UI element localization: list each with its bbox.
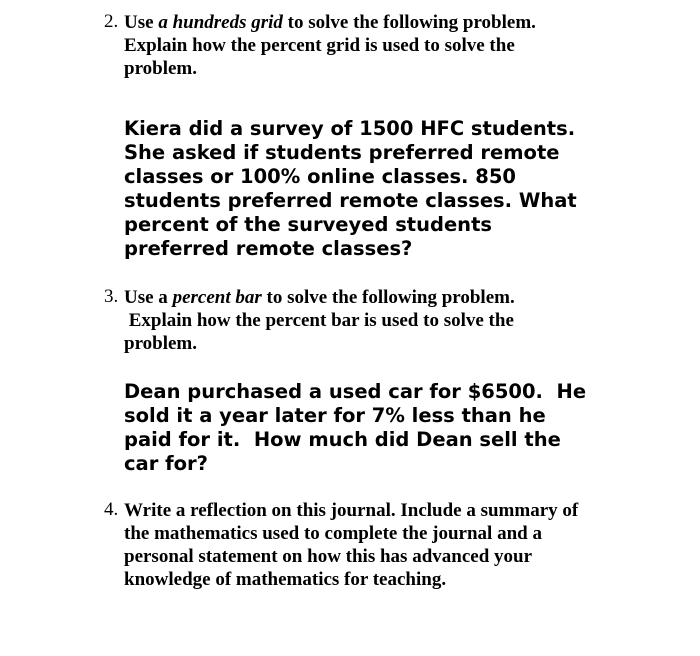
problem-line: Dean purchased a used car for $6500. He	[124, 380, 587, 403]
problem-line: classes or 100% online classes. 850	[124, 165, 516, 188]
instruction-line: problem.	[124, 58, 198, 79]
emphasis-term: a hundreds grid	[158, 12, 283, 33]
problem-line: paid for it. How much did Dean sell the	[124, 428, 561, 451]
instruction-line: Explain how the percent grid is used to solve the	[124, 35, 515, 56]
problem-line: car for?	[124, 452, 208, 475]
question-number: 3.	[104, 286, 119, 307]
problem-line: percent of the surveyed students	[124, 213, 492, 236]
question-instruction	[124, 499, 578, 591]
instruction-line: Write a reflection on this journal. Include a summary of	[124, 500, 579, 521]
question-instruction	[124, 11, 536, 80]
problem-line: Kiera did a survey of 1500 HFC students.	[124, 117, 576, 140]
question-number: 4.	[104, 499, 119, 520]
emphasis-term: percent bar	[172, 287, 262, 308]
question-number: 2.	[104, 11, 119, 32]
problem-text	[124, 380, 586, 476]
instruction-line: personal statement on how this has advanced your	[124, 546, 533, 567]
problem-text	[124, 117, 577, 261]
instruction-line: knowledge of mathematics for teaching.	[124, 569, 447, 590]
problem-line: sold it a year later for 7% less than he	[124, 404, 546, 427]
question-instruction	[124, 286, 515, 355]
problem-line: preferred remote classes?	[124, 237, 413, 260]
instruction-line: Explain how the percent bar is used to solve the	[124, 310, 514, 331]
instruction-line: Use a hundreds grid to solve the following problem.	[124, 12, 536, 33]
instruction-line: problem.	[124, 333, 198, 354]
problem-line: She asked if students preferred remote	[124, 141, 560, 164]
problem-line: students preferred remote classes. What	[124, 189, 577, 212]
instruction-line: Use a percent bar to solve the following problem.	[124, 287, 515, 308]
instruction-line: the mathematics used to complete the journal and a	[124, 523, 542, 544]
